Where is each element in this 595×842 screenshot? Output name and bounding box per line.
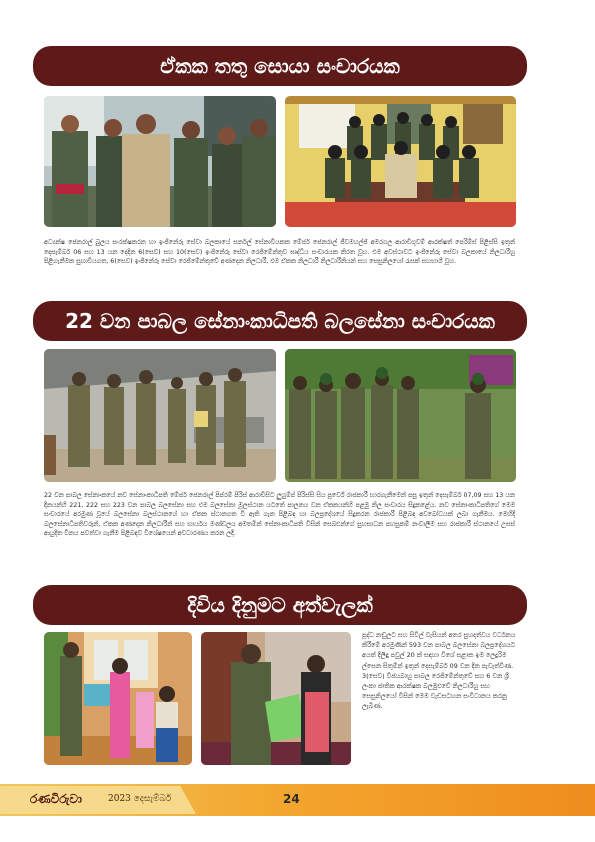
issue-date: 2023 දෙසැම්බර් — [108, 794, 172, 804]
photo-outdoor-briefing — [285, 349, 516, 482]
section1-caption: අධ්‍යක්ෂ ජෙනරාල් බුලය සංරක්ෂකරන හා ඉංජිනේරු සේවා බලකායේ සර්නල් සේනාවියකක මේජර් ජෙනරාල් ජීවමහල්ජ් අමරගල ආරාචිගුවම් ආරක්ෂත් පෙරිම්ස් පිළිස්සි ඉතුන් දෙසැම්බර් 06 සහ 13 යන දෙදින 6(සෙව) සහ 10(සෙව) ඉංජිනේරු සේවා රෙජිමේන්තුව ඝෘද්ධිය සංචාරයක නිරත වූහ. එම අවස්ථාවට ඉංජිනේරු සේවා බලකායේ නිලධාරීහු පිළිගැනීමක සුහාවියගත, 6(සෙව) ඉංජිනේරු සේවා රෙජිමේන්තුවේ අණදෙන නිලධාරී, එම ඒකක නිලධාරී නිලධාරීනියන් සහ සෙසුනිලයෝ රැසක් සහභාගී වූහ. — [44, 239, 515, 266]
section3-title: දිවිය දිනුමට අත්වැලක් — [33, 585, 527, 625]
section2-title: 22 වන පාබල සේනාංකාධිපති බලසේනා සංචාරයක — [33, 301, 527, 341]
magazine-logo: රණවිරුවා — [30, 792, 82, 806]
page-number: 24 — [283, 792, 300, 806]
section2-caption: 22 වන පාබල සේනාංකයේ නව සේනාංකාධිපති මේජර් ජෙනරාල් පිප්රම් පිරිස් ආරාචිසිට ලුහුම්ප් පිරිස්සි සිය පූර්වේ රාජකාරී භාරගැනීමෙන් පසු ඉතුන් දෙසැම්බර් 07,09 සහ 13 යන දිනයන්හි 221, 222 සහ 223 වන පාබල බලසේනා සහ එම බලසේනා මූලස්ථාන යටතේ පාලනය වන ඒකකයන්හි පළමු නිල සංචාරය සිදුකළේය. නව සේනාංකාධිපතිගේ මෙම සංචාරයේ අරමුණ වූයේ බලසේනා බලස්ථානයේ හා ඒකක ස්ථානගත වී ඇති ගැන පිළිබඳ හා බලප්‍රදේශයේ සිදුකරන රාජකාරී පිළිබඳ අවබෝධයක් ලබා ගැනීමය. මෙහිදී බලසේනාධිපතිවරුන්, ඒකක අණදෙන නිලධාරීන් සහ භාර්යය මණ්ඩලය අමතමින් සේනාංකාධිපති විසින් සෙබළුන්ගේ සුහසාධන පහසුකම් නංවාලීම සහ රාජකාරී ස්ථානයේ උසස් ආයුදිත විනය පවත්වා ගැනීම පිළිබඳව විශේෂයෙන් අවධාරණය කරන ලදී. — [44, 492, 515, 538]
photo-group-seated — [285, 96, 516, 227]
photo-officers-meeting — [44, 96, 276, 227]
photo-shed-briefing — [44, 349, 276, 482]
photo-donation-room — [201, 632, 351, 765]
section1-title: ඒකක තතු සොයා සංචාරයක — [33, 46, 527, 86]
photo-donation-house — [44, 632, 192, 765]
section3-caption: පූද්ධ නඬුලට සහ සිවිල් වැසියන් අතර සුහදත්වය වර්ධනය කිරීමේ අරමුණින් 593 වන පාබල බලසේනා බලප්‍රදේශයට අයත් දිලිඳු පවුල් 20 ක් සඳහා විශේ සළාක ඉම ලෙදුරිම ල්සෙන සිතුම්න් ඉතුන් දෙසැම්බර් 09 වන දින පැවැත්විණ. 3(සෙව) විජයබාහු පාබල රෙජිමේන්තුවේ සහ 6 වන ශ්‍රී ලංකා ජාතික ආරක්ෂක බලමුළුවේ නිලධාරීහු සහ සෙසුනිලයෝ විසින් මෙම වැඩසටහන සංවිධානය කරනු ලැබිණ. — [362, 631, 516, 711]
